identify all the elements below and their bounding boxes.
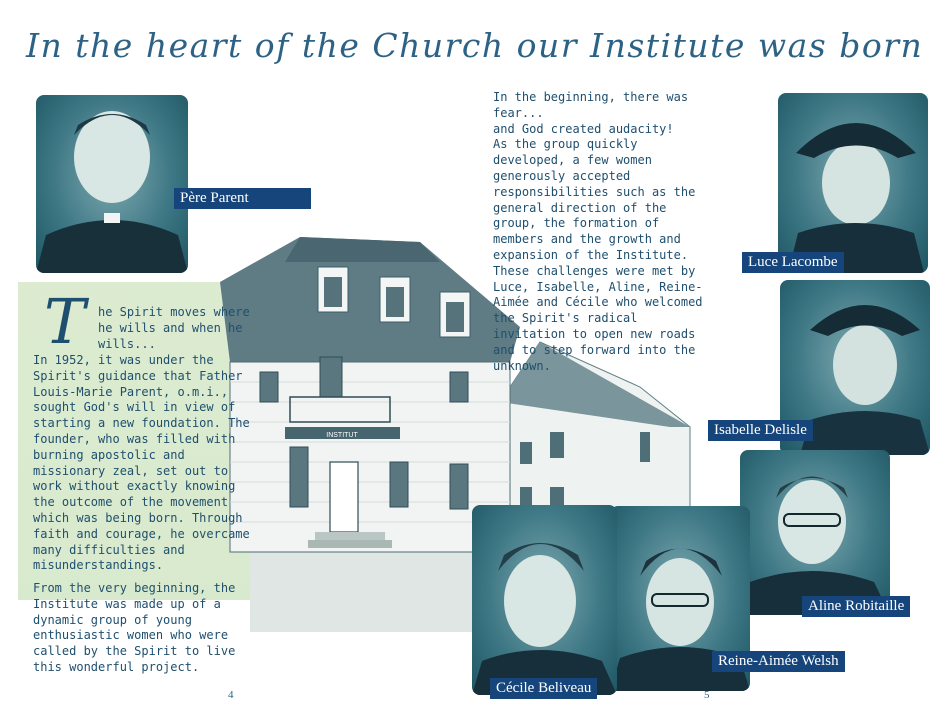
page-number-left: 4 (228, 689, 234, 701)
page-number-right: 5 (704, 689, 710, 701)
label-cecile-beliveau: Cécile Beliveau (490, 678, 597, 699)
page-title: In the heart of the Church our Institute was born (26, 26, 924, 65)
label-isabelle-delisle: Isabelle Delisle (708, 420, 813, 441)
label-luce-lacombe: Luce Lacombe (742, 252, 844, 273)
left-paragraph-1: In 1952, it was under the Spirit's guidance that Father Louis-Marie Parent, o.m.i., sought God's will in view of starting a new foundation. The founder, who was filled with burning apostolic and missionary zeal, set out to work without exactly knowing the outcome of the movement which was being born. Through faith and courage, he overcame many difficulties and misunderstandings. (33, 353, 250, 573)
building-sign: INSTITUT (326, 432, 358, 439)
intro-line: he wills and when he (98, 320, 243, 335)
label-reine-aimee-welsh: Reine-Aimée Welsh (712, 651, 845, 672)
photo-cecile-beliveau (472, 505, 617, 695)
label-aline-robitaille: Aline Robitaille (802, 596, 910, 617)
label-pere-parent: Père Parent (174, 188, 311, 209)
right-paragraph: As the group quickly developed, a few women generously accepted responsibilities such as the general direction of the group, the formation of members and the growth and expansion of the Institute. These challenges were met by Luce, Isabelle, Aline, Reine-Aimée and Cécile who welcomed the Spirit's radical invitation to open new roads and to step forward into the unknown. (493, 137, 703, 373)
drop-cap: T (44, 285, 86, 358)
right-line: In the beginning, there was fear... (493, 90, 689, 120)
intro-text (98, 305, 268, 352)
intro-line: he Spirit moves where (98, 305, 250, 319)
left-paragraph-2: From the very beginning, the Institute was made up of a dynamic group of young enthusiastic women who were called by the Spirit to live this wonderful project. (33, 581, 236, 674)
photo-aline-robitaille (740, 450, 890, 615)
right-text (493, 90, 715, 374)
photo-luce-lacombe (778, 93, 928, 273)
photo-pere-parent (36, 95, 188, 273)
intro-line: wills... (98, 336, 156, 351)
right-line: and God created audacity! (493, 121, 674, 136)
